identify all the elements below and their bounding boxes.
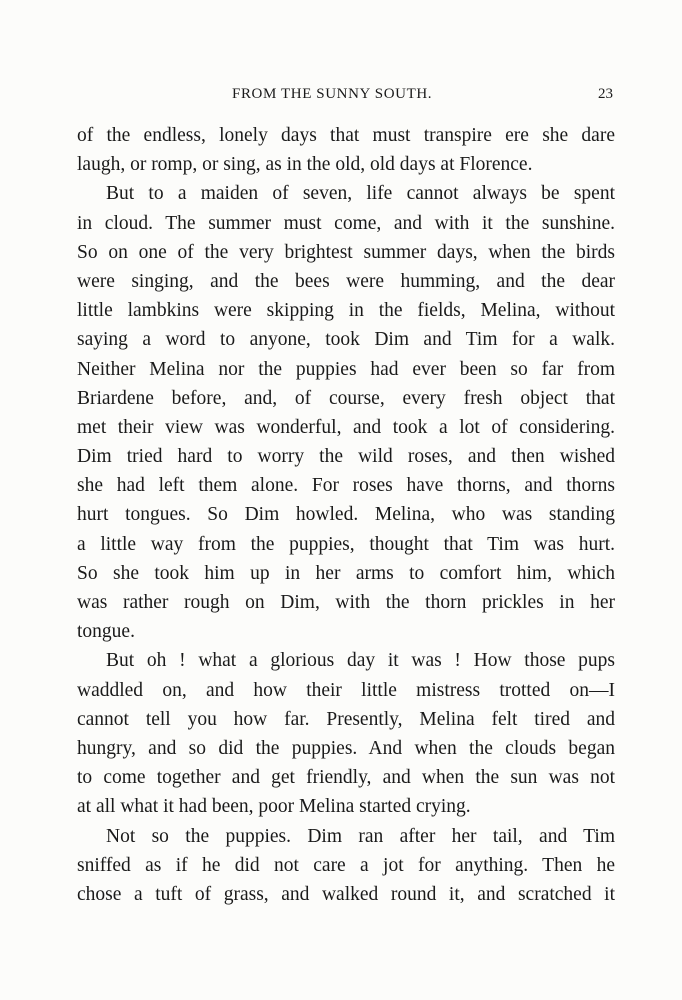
text-line: Dim tried hard to worry the wild roses, and then wished [77,446,615,468]
text-line: Not so the puppies. Dim ran after her tail, and Tim [106,825,615,847]
text-line: But oh ! what a glorious day it was ! How those pups [106,650,615,672]
text-line: hurt tongues. So Dim howled. Melina, who was standing [77,504,615,526]
text-line: cannot tell you how far. Presently, Melina felt tired and [77,708,615,730]
text-line: met their view was wonderful, and took a lot of considering. [77,416,615,438]
text-line: laugh, or romp, or sing, as in the old, old days at Florence. [77,154,533,176]
text-line: were singing, and the bees were humming, and the dear [77,270,615,292]
text-line: hungry, and so did the puppies. And when the clouds began [77,737,615,759]
text-line: So she took him up in her arms to comfort him, which [77,562,615,584]
text-line: she had left them alone. For roses have thorns, and thorns [77,475,615,497]
text-line: little lambkins were skipping in the fields, Melina, without [77,300,615,322]
running-header [0,86,682,106]
text-line: of the endless, lonely days that must transpire ere she dare [77,125,615,146]
text-line: sniffed as if he did not care a jot for anything. Then he [77,854,615,876]
running-title: FROM THE SUNNY SOUTH. [232,86,433,102]
text-line: to come together and get friendly, and when the sun was not [77,767,615,789]
paragraph [77,646,615,821]
text-line: Neither Melina nor the puppies had ever been so far from [77,358,615,380]
body-text [77,121,615,909]
paragraph [77,822,615,910]
text-line: waddled on, and how their little mistress trotted on—I [77,679,615,701]
page-number: 23 [598,86,613,102]
text-line: saying a word to anyone, took Dim and Tim for a walk. [77,329,615,351]
text-line: But to a maiden of seven, life cannot always be spent [106,183,615,205]
text-line: in cloud. The summer must come, and with it the sunshine. [77,212,615,234]
text-line: chose a tuft of grass, and walked round it, and scratched it [77,883,615,905]
text-line: Briardene before, and, of course, every fresh object that [77,387,615,409]
text-line: was rather rough on Dim, with the thorn prickles in her [77,592,615,613]
text-line: a little way from the puppies, thought that Tim was hurt. [77,533,615,555]
text-line: So on one of the very brightest summer days, when the birds [77,241,615,263]
text-line: tongue. [77,621,135,643]
paragraph [77,121,615,179]
paragraph [77,179,615,646]
text-line: at all what it had been, poor Melina started crying. [77,796,471,818]
